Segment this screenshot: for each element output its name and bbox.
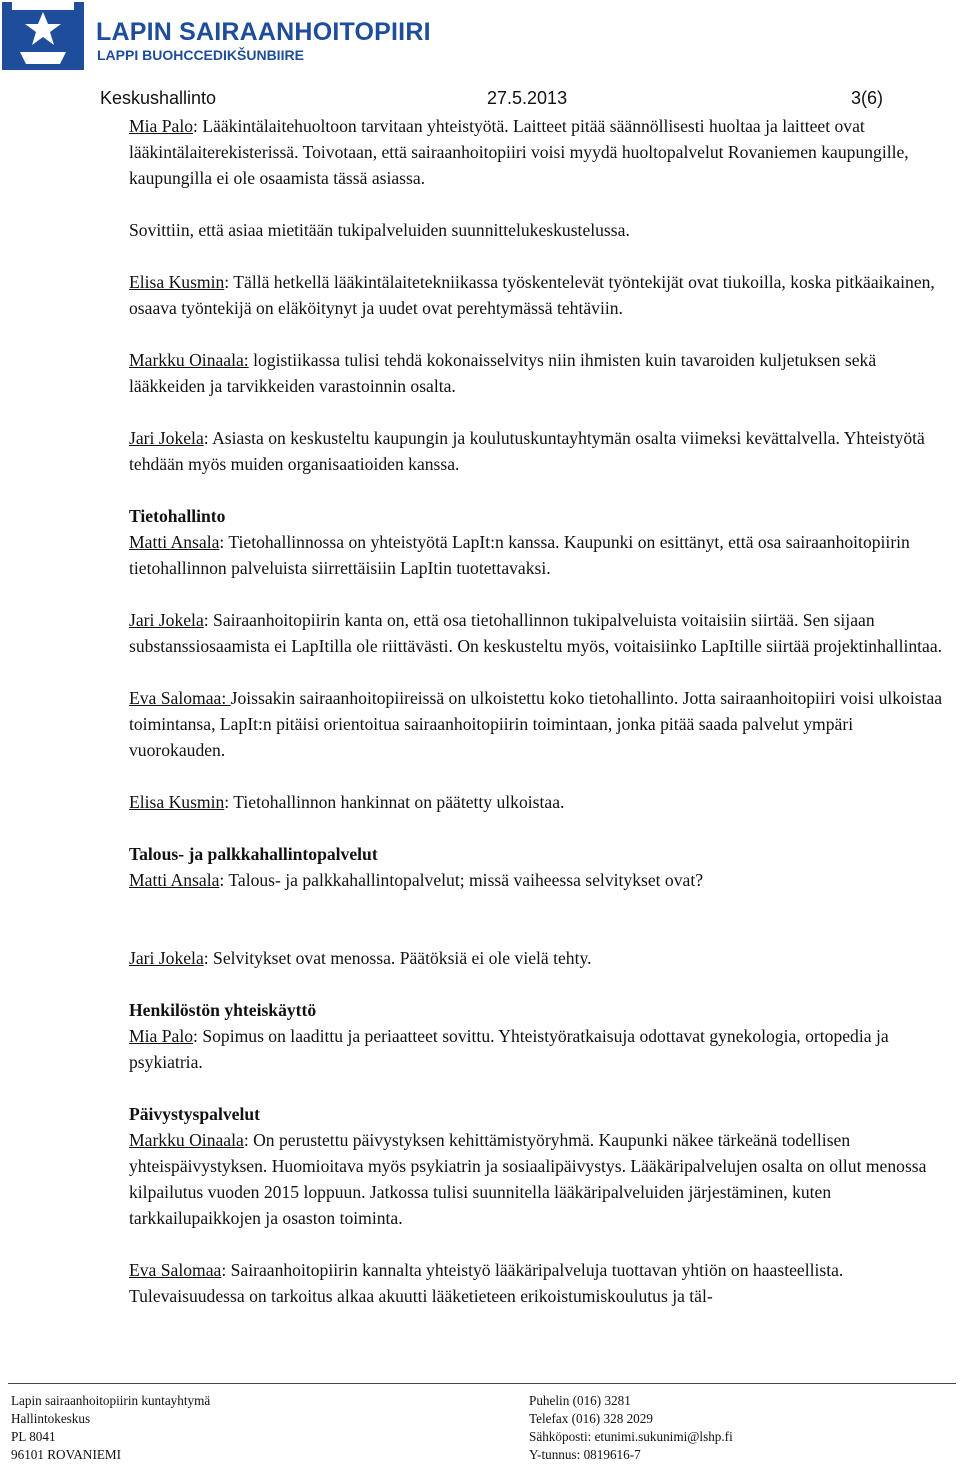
paragraph (129, 113, 949, 191)
paragraph (129, 269, 949, 321)
section-heading-tietohallinto: Tietohallinto (129, 506, 226, 526)
speaker-name: Markku Oinaala (129, 1130, 244, 1150)
paragraph (129, 347, 949, 399)
page-header (100, 88, 883, 112)
footer-address (11, 1392, 210, 1464)
paragraph-text: : Tällä hetkellä lääkintälaitetekniikassa työskentelevät työntekijät ovat tiukoilla, koska pitkäaikainen, osaava työntekijä on eläköitynyt ja uudet ovat perehtymässä tehtäviin. (129, 272, 935, 318)
paragraph (129, 425, 949, 477)
speaker-name: Mia Palo (129, 116, 194, 136)
paragraph-text: : Asiasta on keskusteltu kaupungin ja koulutuskuntayhtymän osalta viimeksi kevättalvella. Yhteistyötä tehdään myös muiden organisaatioiden kanssa. (129, 428, 925, 474)
paragraph-text: : Sairaanhoitopiirin kanta on, että osa tietohallinnon tukipalveluista voitaisiin siirtää. Sen sijaan substanssiosaamista ei LapItilla ole riittävästi. On keskusteltu myös, voitaisiinko LapItille siirtää projektinhallintaa. (129, 610, 943, 656)
paragraph (129, 867, 949, 893)
paragraph-text: : Sopimus on laadittu ja periaatteet sovittu. Yhteistyöratkaisuja odottavat gynekologia, ortopedia ja psykiatria. (129, 1026, 889, 1072)
paragraph-text: Sovittiin, että asiaa mietitään tukipalveluiden suunnittelukeskustelussa. (129, 220, 630, 240)
paragraph-text: : Selvitykset ovat menossa. Päätöksiä ei ole vielä tehty. (203, 948, 592, 968)
paragraph-text: : On perustettu päivystyksen kehittämistyöryhmä. Kaupunki näkee tärkeänä todellisen yhteispäivystyksen. Huomioitava myös psykiatrin ja sosiaalipäivystys. Lääkäripalvelujen osalta on ollut menossa kilpailutus vuoden 2015 loppuun. Jatkossa tulisi suunnitella lääkäripalveluiden järjestäminen, kuten tarkkailupaikkojen ja osaston toiminta. (129, 1130, 927, 1228)
footer-org: Lapin sairaanhoitopiirin kuntayhtymä (11, 1393, 211, 1408)
speaker-name: Jari Jokela (129, 948, 204, 968)
footer-business-id: Y-tunnus: 0819616-7 (529, 1447, 641, 1462)
paragraph (129, 1257, 949, 1309)
header-department: Keskushallinto (100, 88, 217, 108)
paragraph (129, 1023, 949, 1075)
paragraph (129, 217, 949, 243)
footer-contact (529, 1392, 733, 1464)
section-heading-paivystys: Päivystyspalvelut (129, 1104, 260, 1124)
paragraph (129, 685, 949, 763)
section-heading-talous: Talous- ja palkkahallintopalvelut (129, 844, 378, 864)
section-heading-henkilosto: Henkilöstön yhteiskäyttö (129, 1000, 317, 1020)
logo-title: LAPIN SAIRAANHOITOPIIRI (96, 18, 431, 46)
speaker-name: Eva Salomaa: (129, 688, 231, 708)
speaker-name: Jari Jokela (129, 610, 204, 630)
speaker-name: Mia Palo (129, 1026, 194, 1046)
paragraph-text: logistiikassa tulisi tehdä kokonaisselvitys niin ihmisten kuin tavaroiden kuljetuksen sekä lääkkeiden ja tarvikkeiden varastoinnin osalta. (129, 350, 877, 396)
header-date: 27.5.2013 (487, 88, 568, 108)
paragraph (129, 789, 949, 815)
paragraph-text: : Tietohallinnon hankinnat on päätetty ulkoistaa. (224, 792, 565, 812)
paragraph-text: : Talous- ja palkkahallintopalvelut; missä vaiheessa selvitykset ovat? (219, 870, 704, 890)
paragraph-text: : Lääkintälaitehuoltoon tarvitaan yhteistyötä. Laitteet pitää säännöllisesti huoltaa ja laitteet ovat lääkintälaiterekisterissä. Toivotaan, että sairaanhoitopiiri voisi myydä huoltopalvelut Rovaniemen kaupungille, kaupungilla ei ole osaamista tässä asiassa. (129, 116, 909, 188)
document-body (129, 113, 949, 1309)
speaker-name: Eva Salomaa (129, 1260, 222, 1280)
speaker-name: Elisa Kusmin (129, 792, 225, 812)
paragraph (129, 945, 949, 971)
speaker-name: Matti Ansala (129, 532, 220, 552)
paragraph (129, 529, 949, 581)
speaker-name: Jari Jokela (129, 428, 204, 448)
footer-pobox: PL 8041 (11, 1429, 56, 1444)
paragraph (129, 1127, 949, 1231)
logo-subtitle: LAPPI BUOHCCEDIKŠUNBIIRE (97, 47, 304, 63)
speaker-name: Matti Ansala (129, 870, 220, 890)
speaker-name: Markku Oinaala: (129, 350, 249, 370)
footer-divider (8, 1383, 956, 1384)
footer-unit: Hallintokeskus (11, 1411, 91, 1426)
header-page-number: 3(6) (850, 88, 883, 108)
footer-fax: Telefax (016) 328 2029 (529, 1411, 653, 1426)
paragraph-text: : Sairaanhoitopiirin kannalta yhteistyö lääkäripalveluja tuottavan yhtiön on haasteellista. Tulevaisuudessa on tarkoitus alkaa akuutti lääketieteen erikoistumiskoulutus ja täl- (129, 1260, 844, 1306)
paragraph (129, 607, 949, 659)
organization-logo (0, 0, 431, 70)
lapland-coat-of-arms-icon (2, 2, 84, 70)
footer-city: 96101 ROVANIEMI (11, 1447, 122, 1462)
footer-email: Sähköposti: etunimi.sukunimi@lshp.fi (529, 1429, 733, 1444)
paragraph-text: : Tietohallinnossa on yhteistyötä LapIt:n kanssa. Kaupunki on esittänyt, että osa sairaanhoitopiirin tietohallinnon palveluista siirrettäisiin LapItin tuotettavaksi. (129, 532, 910, 578)
speaker-name: Elisa Kusmin (129, 272, 225, 292)
footer-phone: Puhelin (016) 3281 (529, 1393, 631, 1408)
paragraph-text: Joissakin sairaanhoitopiireissä on ulkoistettu koko tietohallinto. Jotta sairaanhoitopiiri voisi ulkoistaa toimintansa, LapIt:n pitäisi orientoitua sairaanhoitopiirin toimintaan, jonka pitää saada palvelut ympäri vuorokauden. (129, 688, 943, 760)
